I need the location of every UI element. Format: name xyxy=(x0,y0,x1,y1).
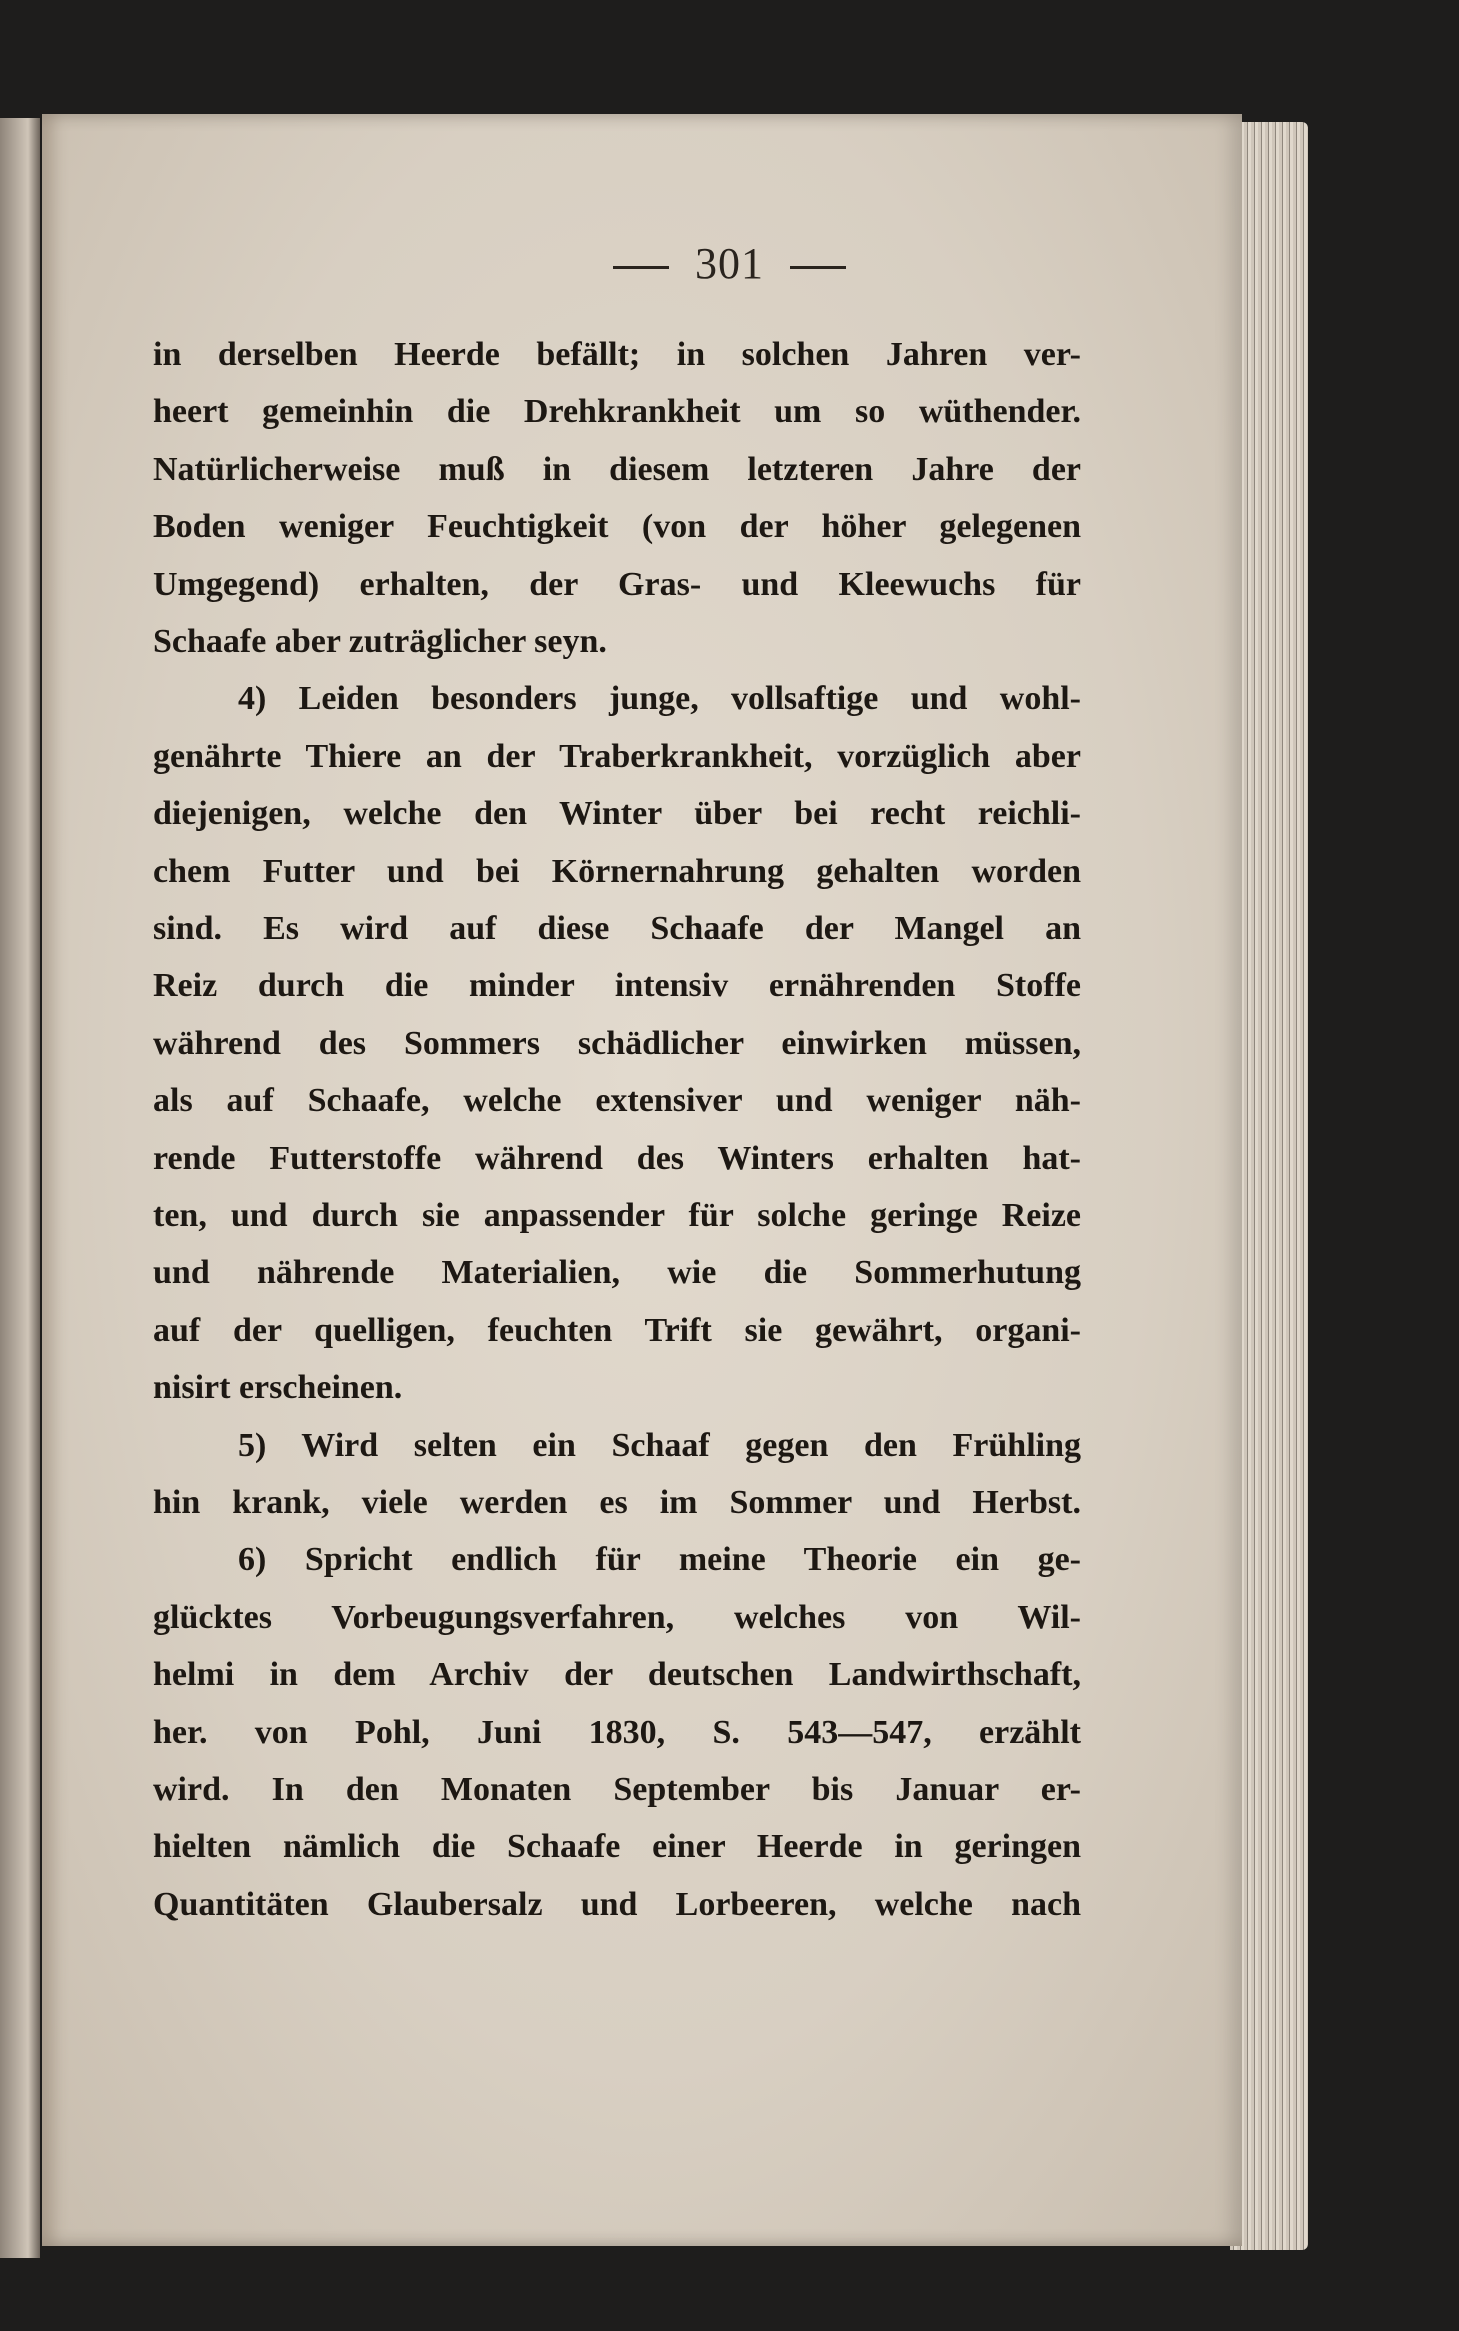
text-line: sind. Es wird auf diese Schaafe der Mangel an xyxy=(153,910,1081,947)
text-line: chem Futter und bei Körnernahrung gehalten worden xyxy=(153,852,1081,890)
header-dash-left xyxy=(613,266,669,269)
facing-page-edge xyxy=(0,118,40,2258)
text-line: glücktes Vorbeugungsverfahren, welches von Wil- xyxy=(153,1598,1081,1636)
text-line: Schaafe aber zuträglicher seyn. xyxy=(153,623,607,660)
text-line: hielten nämlich die Schaafe einer Heerde in geringen xyxy=(153,1828,1081,1866)
text-line: diejenigen, welche den Winter über bei recht reichli- xyxy=(153,795,1081,833)
text-line: auf der quelligen, feuchten Trift sie gewährt, organi- xyxy=(153,1311,1081,1349)
text-line: rende Futterstoffe während des Winters erhalten hat- xyxy=(153,1139,1081,1177)
text-line: Umgegend) erhalten, der Gras- und Kleewuchs für xyxy=(153,565,1081,603)
page-number: 301 xyxy=(695,239,764,288)
text-line: ten, und durch sie anpassender für solche geringe Reize xyxy=(153,1197,1081,1234)
text-line: nisirt erscheinen. xyxy=(153,1369,403,1407)
text-line: als auf Schaafe, welche extensiver und weniger näh- xyxy=(153,1082,1081,1120)
text-line: Boden weniger Feuchtigkeit (von der höher gelegenen xyxy=(153,508,1081,546)
text-line: helmi in dem Archiv der deutschen Landwirthschaft, xyxy=(153,1656,1081,1694)
text-line: 4) Leiden besonders junge, vollsaftige und wohl- xyxy=(238,680,1081,718)
text-line: her. von Pohl, Juni 1830, S. 543—547, erzählt xyxy=(153,1713,1081,1751)
text-line: Natürlicherweise muß in diesem letzteren Jahre der xyxy=(153,450,1081,488)
text-line: wird. In den Monaten September bis Januar er- xyxy=(153,1771,1081,1808)
header-dash-right xyxy=(790,266,846,269)
text-line: genährte Thiere an der Traberkrankheit, vorzüglich aber xyxy=(153,737,1081,775)
text-line: hin krank, viele werden es im Sommer und Herbst. xyxy=(153,1484,1081,1521)
text-line: Quantitäten Glaubersalz und Lorbeeren, welche nach xyxy=(153,1885,1081,1923)
text-line: 6) Spricht endlich für meine Theorie ein ge- xyxy=(238,1541,1081,1579)
text-line: in derselben Heerde befällt; in solchen Jahren ver- xyxy=(153,336,1081,373)
text-line: 5) Wird selten ein Schaaf gegen den Frühling xyxy=(238,1426,1081,1464)
text-line: und nährende Materialien, wie die Sommerhutung xyxy=(153,1254,1081,1292)
text-line: Reiz durch die minder intensiv ernährenden Stoffe xyxy=(153,967,1081,1005)
text-line: heert gemeinhin die Drehkrankheit um so wüthender. xyxy=(153,393,1081,431)
page-header xyxy=(0,238,1459,289)
text-line: während des Sommers schädlicher einwirken müssen, xyxy=(153,1024,1081,1062)
